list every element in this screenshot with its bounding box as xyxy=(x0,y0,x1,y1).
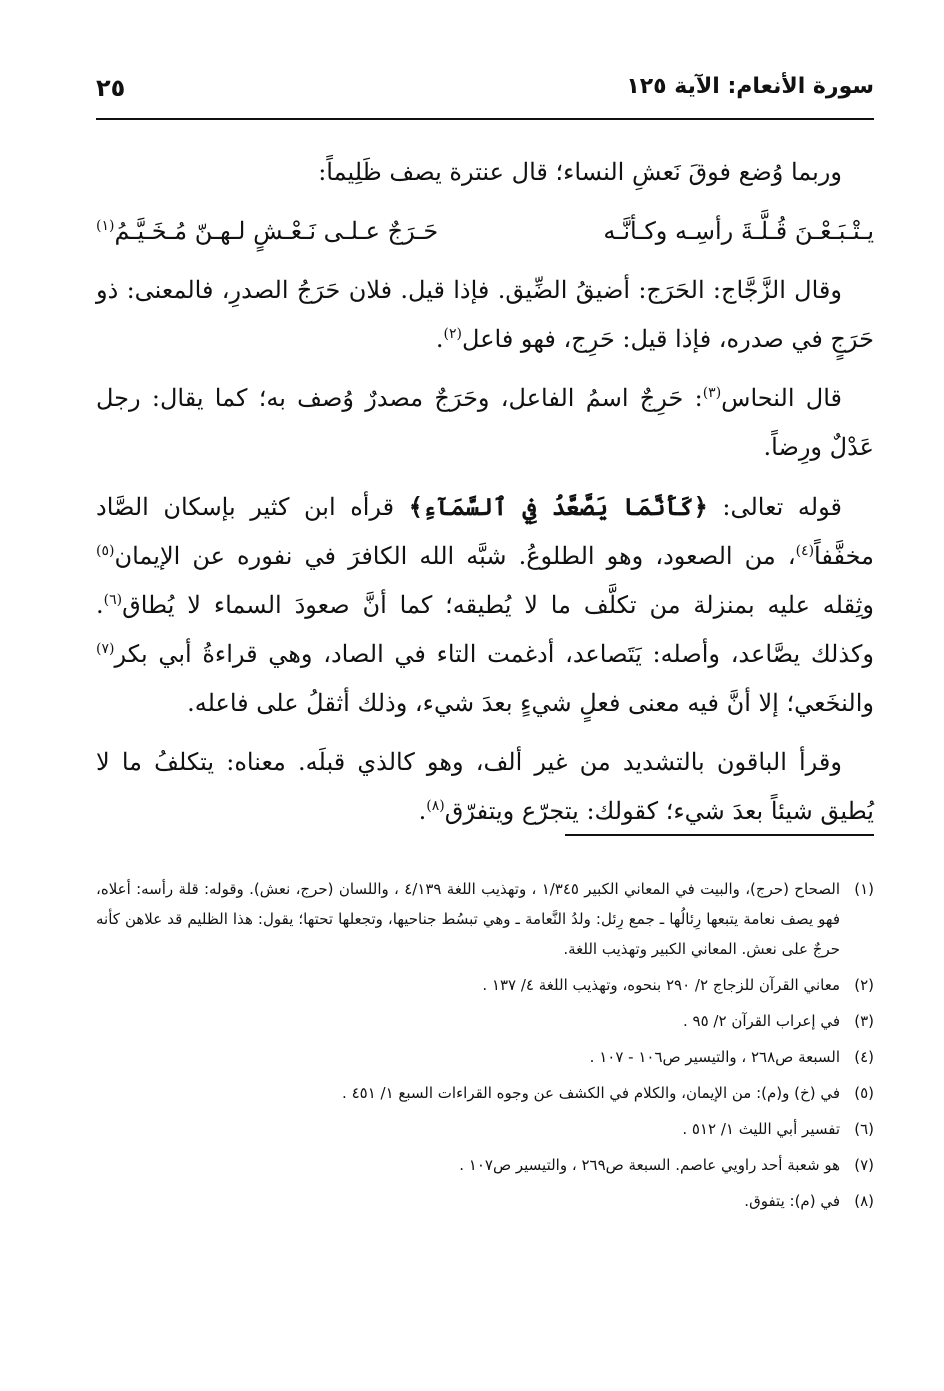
paragraph-4-text-f: والنخَعي؛ إلا أنَّ فيه معنى فعلٍ شيءٍ بعدَ شيء، وذلك أثقلُ على فاعله. xyxy=(187,689,874,717)
footnote-text: معاني القرآن للزجاج ٢/ ٢٩٠ بنحوه، وتهذيب اللغة ٤/ ١٣٧ . xyxy=(482,976,840,994)
footnote-ref-1: (١) xyxy=(96,218,115,234)
paragraph-4-text-d: وثِقله عليه بمنزلة من تكلَّف ما لا يُطيقه؛ كما أنَّ صعودَ السماء لا يُطاق xyxy=(122,591,874,619)
paragraph-5: وقرأ الباقون بالتشديد من غير ألف، وهو كالذي قبلَه. معناه: يتكلفُ ما لا يُطيق شيئاً بعدَ شيء؛ كقولك: يتجرّع ويتفرّق$^{(٨)}$. xyxy=(96,748,874,825)
footnote-ref-6: (٦) xyxy=(103,592,123,608)
running-header xyxy=(96,70,874,114)
footnote xyxy=(96,1114,874,1144)
page-number: ٢٥ xyxy=(96,74,126,102)
footnote-number: (٥) xyxy=(854,1084,874,1102)
footnote-ref-3: (٣) xyxy=(702,385,722,401)
header-rule xyxy=(96,118,874,120)
poetry-verse xyxy=(96,207,874,256)
paragraph-4-text-c: ، من الصعود، وهو الطلوعُ. شبَّه الله الكافرَ في نفوره عن الإيمان xyxy=(114,542,796,570)
footnote-text: السبعة ص٢٦٨ ، والتيسير ص١٠٦ - ١٠٧ . xyxy=(589,1048,840,1066)
footnote-text: هو شعبة أحد راويي عاصم. السبعة ص٢٦٩ ، والتيسير ص١٠٧ . xyxy=(459,1156,840,1174)
footnote-ref-4: (٤) xyxy=(795,543,815,559)
footnote-number: (٤) xyxy=(854,1048,874,1066)
paragraph-2: وقال الزَّجَّاج: الحَرَج: أضيقُ الضِّيق. فإذا قيل. فلان حَرَجُ الصدرِ، فالمعنى: ذو حَرَجٍ في صدره، فإذا قيل: حَرِج، فهو فاعل$^{(٢)}$. xyxy=(96,276,874,353)
footnote-separator xyxy=(565,834,874,836)
footnote xyxy=(96,1042,874,1072)
paragraph-2-text: وقال الزَّجَّاج: الحَرَج: أضيقُ الضِّيق. فإذا قيل. فلان حَرَجُ الصدرِ، فالمعنى: ذو حَرَجٍ في صدره، فإذا قيل: حَرِج، فهو فاعل xyxy=(96,276,874,353)
paragraph-1: وربما وُضع فوقَ نَعشِ النساء؛ قال عنترة يصف ظَلِيماً: xyxy=(318,158,842,186)
footnote-number: (١) xyxy=(854,880,874,898)
footnote xyxy=(96,1186,874,1216)
paragraph-4-text-e: . وكذلك يصَّاعد، وأصله: يَتَصاعد، أدغمت التاء في الصاد، وهي قراءةُ أبي بكر xyxy=(96,591,874,668)
footnote xyxy=(96,1150,874,1180)
paragraph-4 xyxy=(96,482,874,728)
footnote-number: (٦) xyxy=(854,1120,874,1138)
paragraph-4-text-b: قرأه ابن كثير بإسكان الصَّاد مخفَّفاً xyxy=(96,493,874,570)
footnote-number: (٢) xyxy=(854,976,874,994)
main-text xyxy=(96,148,874,846)
footnote xyxy=(96,1006,874,1036)
footnote-ref-2: (٢) xyxy=(443,326,463,342)
footnote-number: (٨) xyxy=(854,1192,874,1210)
header-title: سورة الأنعام: الآية ١٢٥ xyxy=(626,74,874,99)
quran-quote: ﴿كَأَنَّمَا يَصَّعَّدُ فِي ٱلسَّمَآءِ﴾ xyxy=(408,492,708,521)
paragraph-3 xyxy=(96,374,874,472)
footnote-ref-5: (٥) xyxy=(96,543,115,559)
paragraph-5-text: وقرأ الباقون بالتشديد من غير ألف، وهو كالذي قبلَه. معناه: يتكلفُ ما لا يُطيق شيئاً بعدَ شيء؛ كقولك: يتجرّع ويتفرّق xyxy=(96,748,874,825)
footnote-text: في (خ) و(م): من الإيمان، والكلام في الكشف عن وجوه القراءات السبع ١/ ٤٥١ . xyxy=(342,1084,840,1102)
paragraph-4-text-a: قوله تعالى: xyxy=(707,493,842,521)
footnote-text: الصحاح (حرج)، والبيت في المعاني الكبير ١/٣٤٥ ، وتهذيب اللغة ٤/١٣٩ ، واللسان (حرج، نعش). وقوله: قلة رأسه: أعلاه، فهو يصف نعامة يتبعها رِئالُها ـ جمع رِئل: ولدُ النَّعامة ـ وهي تبسُط جناحيها، وتجعلها تحتها؛ يقول: هذا الظليم قد علاهن كأنه حرجٌ على نعش. المعاني الكبير وتهذيب اللغة. xyxy=(96,880,840,958)
paragraph-3-text-b: : حَرِجٌ اسمُ الفاعل، وحَرَجٌ مصدرٌ وُصف به؛ كما يقال: رجل عَدْلٌ ورِضاً. xyxy=(96,384,874,461)
verse-second-hemistich-wrap xyxy=(96,207,438,256)
footnotes xyxy=(96,874,874,1222)
footnote xyxy=(96,970,874,1000)
paragraph-3-text-a: قال النحاس xyxy=(721,384,842,412)
verse-first-hemistich: يـتْـبَـعْـنَ قُـلَّـةَ رأسِـه وكـأنَّـه xyxy=(603,217,874,245)
footnote xyxy=(96,1078,874,1108)
footnote-number: (٧) xyxy=(854,1156,874,1174)
footnote-text: تفسير أبي الليث ١/ ٥١٢ . xyxy=(682,1120,840,1138)
footnote-text: في (م): يتفوق. xyxy=(744,1192,840,1210)
footnote-number: (٣) xyxy=(854,1012,874,1030)
footnote-text: في إعراب القرآن ٢/ ٩٥ . xyxy=(682,1012,840,1030)
footnote-ref-8: (٨) xyxy=(426,798,445,814)
footnote-ref-7: (٧) xyxy=(96,641,115,657)
footnote xyxy=(96,874,874,964)
verse-second-hemistich: حَـرَجٌ عـلـى نَـعْـشٍ لـهـنّ مُـخَـيَّـمُ xyxy=(114,217,439,245)
